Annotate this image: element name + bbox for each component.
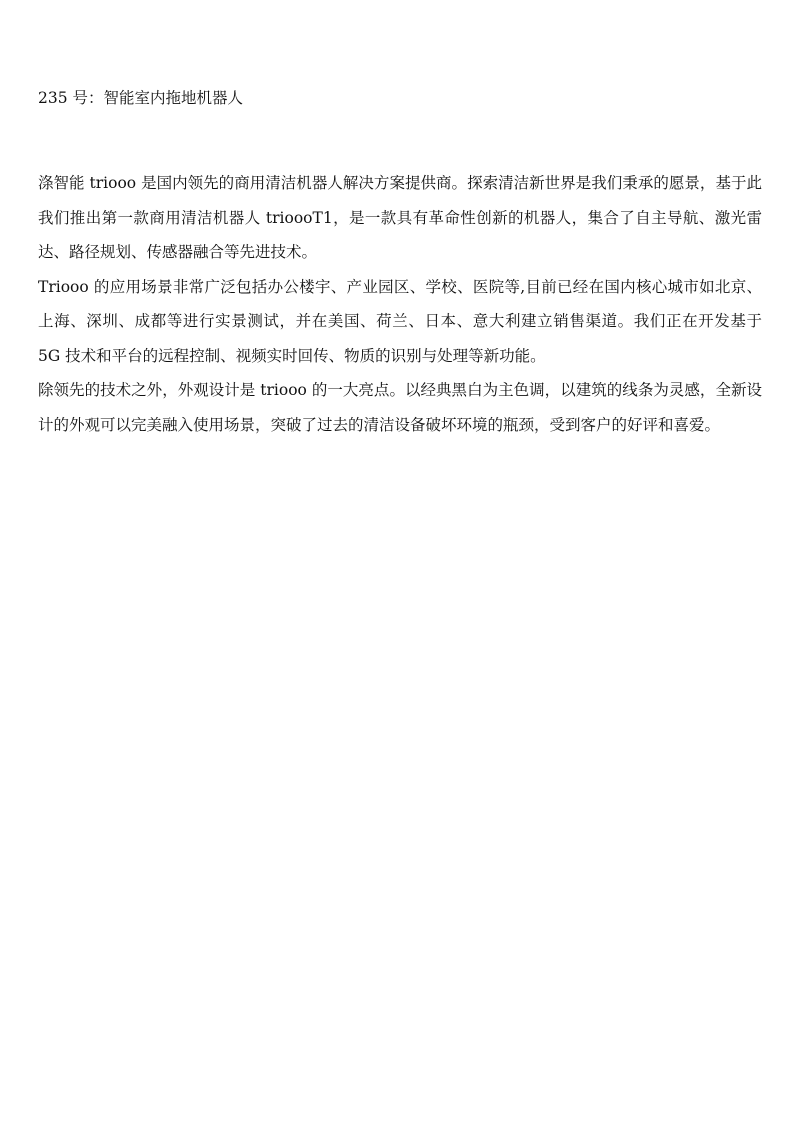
paragraph-application-scenarios: Triooo 的应用场景非常广泛包括办公楼宇、产业园区、学校、医院等,目前已经在国内核心城市如北京、上海、深圳、成都等进行实景测试，并在美国、荷兰、日本、意大利建立销售渠道。我们正在开发基于 5G 技术和平台的远程控制、视频实时回传、物质的识别与处理等新功能。 bbox=[38, 277, 762, 365]
document-body bbox=[38, 166, 762, 442]
document-title: 235 号：智能室内拖地机器人 bbox=[38, 89, 244, 107]
paragraph-design-highlight: 除领先的技术之外，外观设计是 triooo 的一大亮点。以经典黑白为主色调，以建筑的线条为灵感，全新设计的外观可以完美融入使用场景，突破了过去的清洁设备破坏环境的瓶颈，受到客户的好评和喜爱。 bbox=[38, 381, 762, 434]
paragraph-company-intro: 涤智能 triooo 是国内领先的商用清洁机器人解决方案提供商。探索清洁新世界是我们秉承的愿景，基于此我们推出第一款商用清洁机器人 trioooT1，是一款具有革命性创新的机器人，集合了自主导航、激光雷达、路径规划、传感器融合等先进技术。 bbox=[38, 174, 762, 261]
